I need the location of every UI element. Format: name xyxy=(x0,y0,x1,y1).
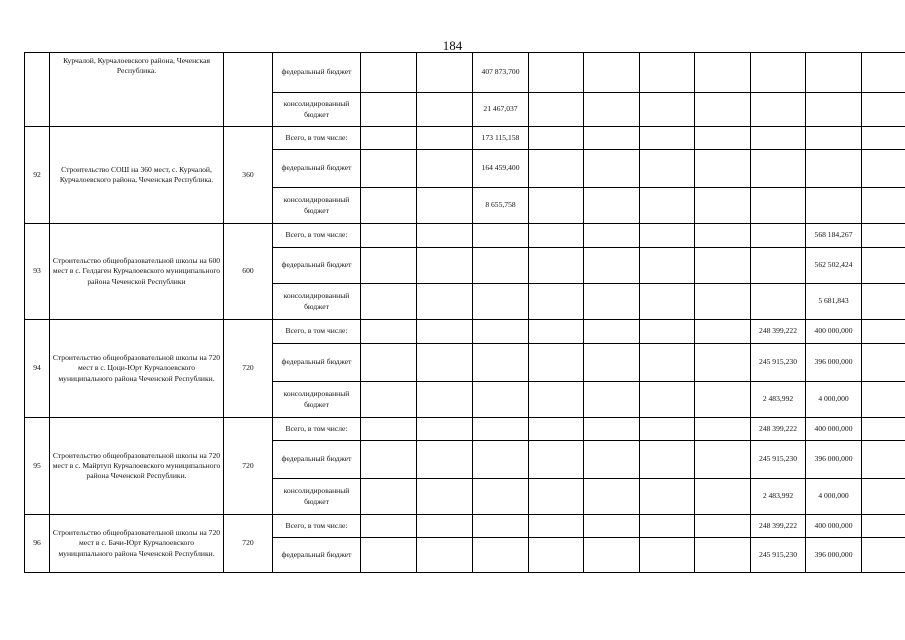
value-cell xyxy=(473,538,529,573)
funding-source-cell: федеральный бюджет xyxy=(273,344,361,382)
table-row xyxy=(25,418,905,441)
funding-source-cell: федеральный бюджет xyxy=(273,150,361,188)
value-cell xyxy=(751,53,806,93)
value-cell xyxy=(473,248,529,284)
value-cell: 407 873,700 xyxy=(473,53,529,93)
table-row xyxy=(25,127,905,150)
funding-source-cell: Всего, в том числе: xyxy=(273,224,361,248)
value-cell: 164 459,400 xyxy=(473,150,529,188)
funding-source-cell: Всего, в том числе: xyxy=(273,127,361,150)
value-cell xyxy=(806,127,862,150)
value-cell: 4 000,000 xyxy=(806,479,862,515)
value-cell xyxy=(751,93,806,127)
value-cell xyxy=(806,188,862,224)
row-number-cell: 96 xyxy=(25,515,50,573)
value-cell: 173 115,158 xyxy=(473,127,529,150)
table-row xyxy=(25,224,905,248)
value-cell: 4 000,000 xyxy=(806,382,862,418)
value-cell: 245 915,230 xyxy=(751,538,806,573)
funding-source-cell: Всего, в том числе: xyxy=(273,320,361,344)
value-cell xyxy=(473,320,529,344)
row-number-cell: 93 xyxy=(25,224,50,320)
value-cell xyxy=(473,441,529,479)
funding-source-cell: консолидированный бюджет xyxy=(273,188,361,224)
funding-source-cell: консолидированный бюджет xyxy=(273,93,361,127)
row-number-cell: 94 xyxy=(25,320,50,418)
table-row xyxy=(25,515,905,538)
value-cell xyxy=(473,284,529,320)
value-cell: 396 000,000 xyxy=(806,538,862,573)
value-cell xyxy=(473,382,529,418)
table-row xyxy=(25,320,905,344)
value-cell: 21 467,037 xyxy=(473,93,529,127)
funding-source-cell: федеральный бюджет xyxy=(273,53,361,93)
value-cell: 568 184,267 xyxy=(806,224,862,248)
value-cell xyxy=(751,284,806,320)
project-name-cell: Строительство общеобразовательной школы на 600 мест в с. Гелдаген Курчалоевского муниципального района Чеченской Республики xyxy=(50,224,224,320)
capacity-cell: 360 xyxy=(224,127,273,224)
value-cell: 5 681,843 xyxy=(806,284,862,320)
value-cell xyxy=(473,224,529,248)
value-cell xyxy=(473,515,529,538)
value-cell xyxy=(751,248,806,284)
funding-source-cell: федеральный бюджет xyxy=(273,538,361,573)
project-name-cell: Строительство общеобразовательной школы на 720 мест в с. Майртуп Курчалоевского муниципального района Чеченской Республики. xyxy=(50,418,224,515)
funding-source-cell: федеральный бюджет xyxy=(273,441,361,479)
table-row xyxy=(25,53,905,93)
funding-source-cell: консолидированный бюджет xyxy=(273,382,361,418)
capacity-cell: 720 xyxy=(224,320,273,418)
value-cell: 8 655,758 xyxy=(473,188,529,224)
budget-table xyxy=(24,52,905,573)
capacity-cell xyxy=(224,53,273,127)
capacity-cell: 720 xyxy=(224,515,273,573)
capacity-cell: 600 xyxy=(224,224,273,320)
value-cell: 248 399,222 xyxy=(751,418,806,441)
value-cell: 2 483,992 xyxy=(751,382,806,418)
value-cell xyxy=(806,93,862,127)
value-cell xyxy=(473,344,529,382)
capacity-cell: 720 xyxy=(224,418,273,515)
page-number: 184 xyxy=(442,38,463,53)
row-number-cell: 95 xyxy=(25,418,50,515)
value-cell: 245 915,230 xyxy=(751,344,806,382)
value-cell: 248 399,222 xyxy=(751,515,806,538)
project-name-cell: Курчалой, Курчалоевского района, Чеченская Республика. xyxy=(50,53,224,127)
value-cell xyxy=(473,479,529,515)
value-cell xyxy=(806,150,862,188)
value-cell xyxy=(473,418,529,441)
project-name-cell: Строительство общеобразовательной школы на 720 мест в с. Цоци-Юрт Курчалоевского муниципального района Чеченской Республики. xyxy=(50,320,224,418)
value-cell: 562 502,424 xyxy=(806,248,862,284)
value-cell xyxy=(751,127,806,150)
funding-source-cell: федеральный бюджет xyxy=(273,248,361,284)
value-cell xyxy=(751,150,806,188)
value-cell: 400 000,000 xyxy=(806,418,862,441)
row-number-cell xyxy=(25,53,50,127)
funding-source-cell: консолидированный бюджет xyxy=(273,284,361,320)
funding-source-cell: Всего, в том числе: xyxy=(273,515,361,538)
project-name-cell: Строительство СОШ на 360 мест, с. Курчалой, Курчалоевского района, Чеченская Республика. xyxy=(50,127,224,224)
value-cell xyxy=(806,53,862,93)
value-cell: 396 000,000 xyxy=(806,344,862,382)
value-cell: 396 000,000 xyxy=(806,441,862,479)
value-cell: 2 483,992 xyxy=(751,479,806,515)
value-cell: 248 399,222 xyxy=(751,320,806,344)
row-number-cell: 92 xyxy=(25,127,50,224)
funding-source-cell: консолидированный бюджет xyxy=(273,479,361,515)
value-cell: 400 000,000 xyxy=(806,320,862,344)
value-cell: 245 915,230 xyxy=(751,441,806,479)
value-cell xyxy=(751,188,806,224)
funding-source-cell: Всего, в том числе: xyxy=(273,418,361,441)
value-cell: 400 000,000 xyxy=(806,515,862,538)
project-name-cell: Строительство общеобразовательной школы на 720 мест в с. Бачи-Юрт Курчалоевского муниципального района Чеченской Республики. xyxy=(50,515,224,573)
value-cell xyxy=(751,224,806,248)
